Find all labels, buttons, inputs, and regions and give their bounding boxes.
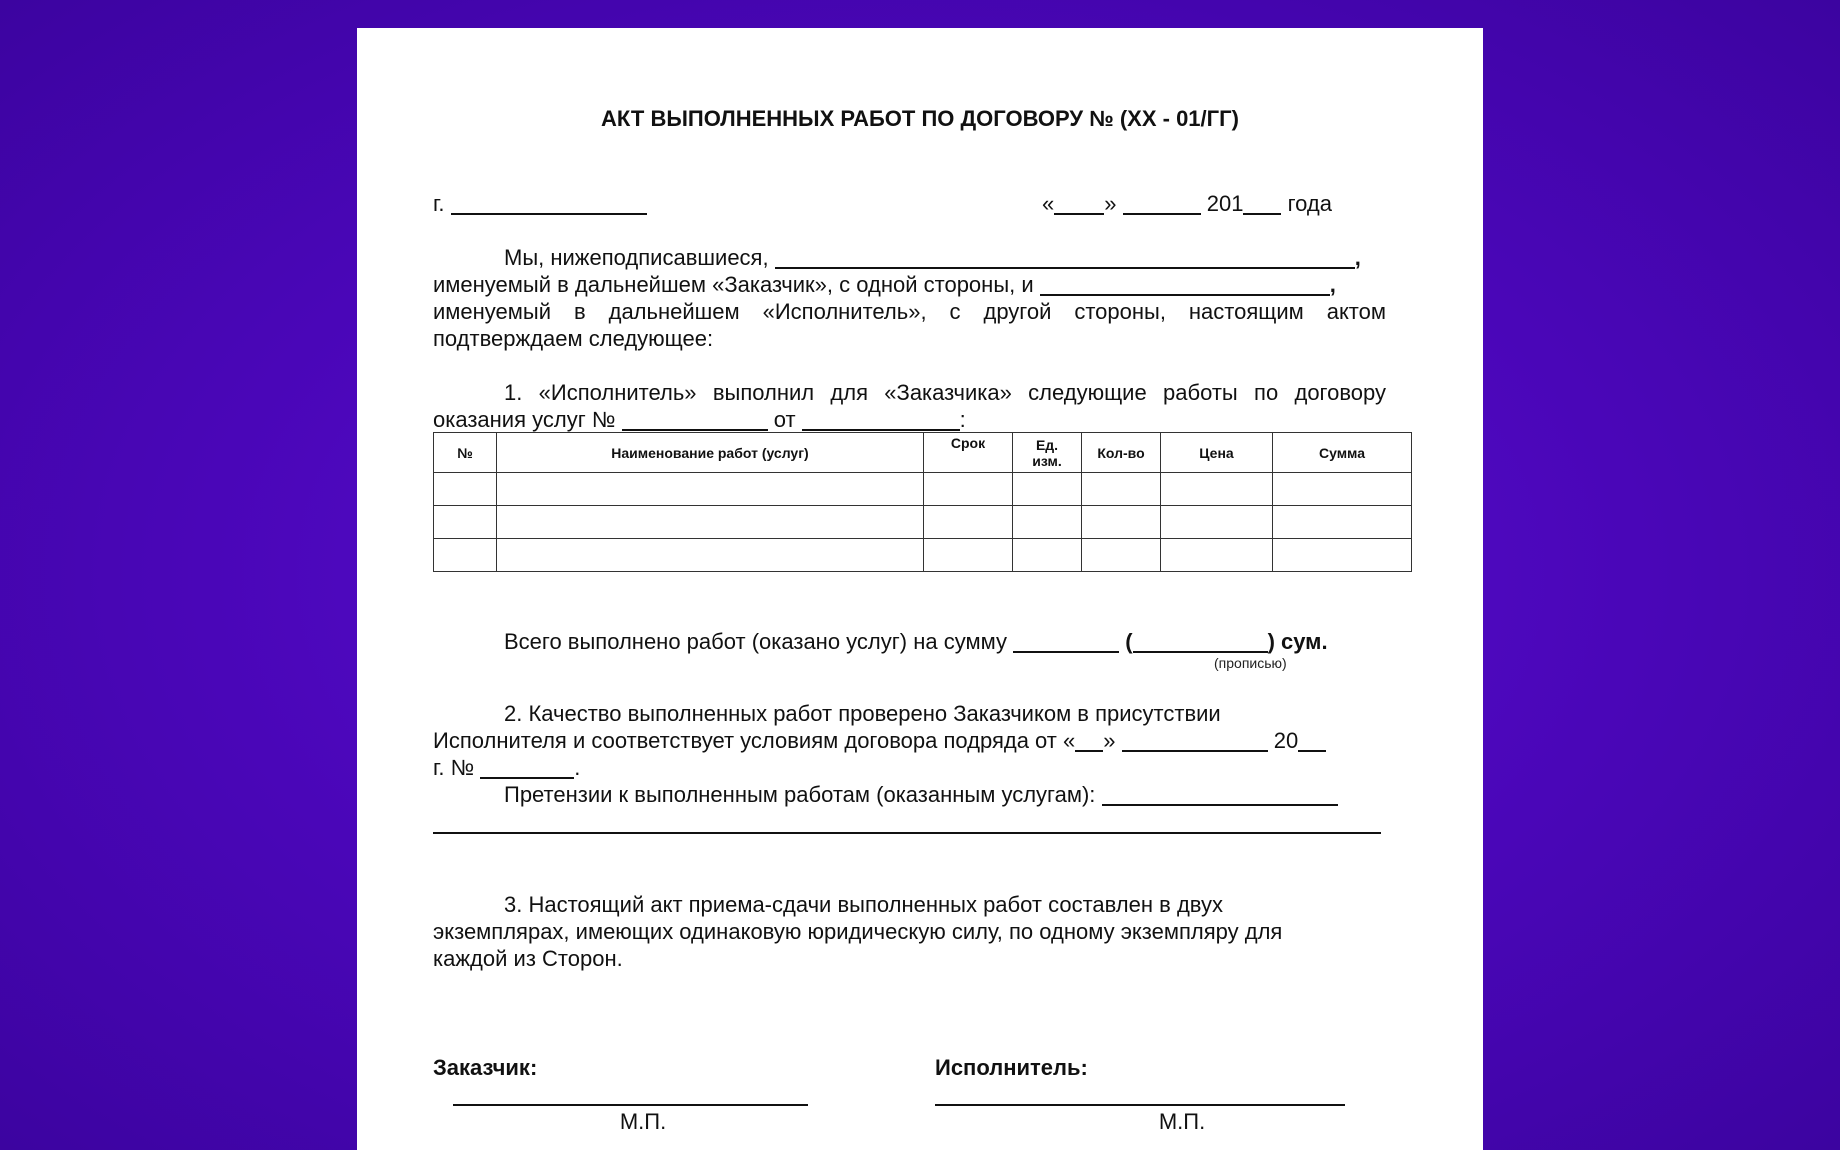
clause1-line-1: 1. «Исполнитель» выполнил для «Заказчика» следующие работы по договору — [504, 380, 1386, 405]
header-term: Срок — [924, 433, 1013, 473]
total-line — [504, 628, 1328, 655]
table-row — [434, 473, 1412, 506]
date-close-quote: » — [1104, 191, 1117, 216]
customer-signature-line[interactable] — [453, 1104, 808, 1106]
intro-line-2-text: именуемый в дальнейшем «Заказчик», с одной стороны, и — [433, 272, 1034, 297]
table-header-row — [434, 433, 1412, 473]
intro-line-1 — [504, 244, 1361, 271]
table-cell[interactable] — [1082, 473, 1161, 506]
table-cell[interactable] — [434, 539, 497, 572]
clause2-year-prefix: 20 — [1273, 728, 1299, 753]
in-words-hint: (прописью) — [1214, 655, 1287, 671]
table-cell[interactable] — [497, 539, 924, 572]
contract-number-blank[interactable] — [622, 407, 768, 431]
clause2-number-prefix: г. № — [433, 755, 475, 780]
clause2-line-1: 2. Качество выполненных работ проверено Заказчиком в присутствии — [504, 701, 1221, 726]
table-cell[interactable] — [924, 539, 1013, 572]
table-cell[interactable] — [1013, 539, 1082, 572]
table-cell[interactable] — [434, 506, 497, 539]
contract-day-blank[interactable] — [1075, 728, 1103, 752]
customer-label: Заказчик: — [433, 1055, 538, 1080]
contract-date-blank[interactable] — [802, 407, 960, 431]
contract-year-blank[interactable] — [1298, 728, 1326, 752]
table-cell[interactable] — [497, 473, 924, 506]
city-blank[interactable] — [451, 191, 647, 215]
intro-line-1-text: Мы, нижеподписавшиеся, — [504, 245, 769, 270]
table-cell[interactable] — [1161, 473, 1273, 506]
date-line — [1042, 190, 1332, 217]
intro-comma-1: , — [1354, 245, 1361, 270]
table-cell[interactable] — [1161, 506, 1273, 539]
header-number: № — [434, 433, 497, 473]
customer-stamp-label: М.П. — [619, 1109, 667, 1134]
clause1-contract-prefix: оказания услуг № — [433, 407, 616, 432]
date-open-quote: « — [1042, 191, 1055, 216]
table-cell[interactable] — [1082, 506, 1161, 539]
table-row — [434, 506, 1412, 539]
header-quantity: Кол-во — [1082, 433, 1161, 473]
works-table — [433, 432, 1412, 572]
contract-number-blank-2[interactable] — [480, 755, 574, 779]
table-cell[interactable] — [1273, 473, 1412, 506]
table-cell[interactable] — [1161, 539, 1273, 572]
clause2-line-3 — [433, 754, 580, 781]
day-blank[interactable] — [1054, 191, 1104, 215]
table-cell[interactable] — [1273, 506, 1412, 539]
city-line — [433, 190, 647, 217]
clause2-line-2 — [433, 727, 1326, 754]
intro-line-3: именуемый в дальнейшем «Исполнитель», с другой стороны, настоящим актом — [433, 299, 1386, 324]
intro-line-4: подтверждаем следующее: — [433, 326, 714, 351]
contractor-stamp-label: М.П. — [1158, 1109, 1206, 1134]
contract-month-blank[interactable] — [1122, 728, 1268, 752]
year-blank[interactable] — [1243, 191, 1281, 215]
year-suffix: года — [1287, 191, 1332, 216]
total-in-words-blank[interactable] — [1133, 629, 1268, 653]
contractor-name-blank[interactable] — [1040, 272, 1330, 296]
claims-text: Претензии к выполненным работам (оказанным услугам): — [504, 782, 1096, 807]
document-title: АКТ ВЫПОЛНЕННЫХ РАБОТ ПО ДОГОВОРУ № (ХХ - 01/ГГ) — [601, 106, 1239, 131]
month-blank[interactable] — [1123, 191, 1201, 215]
clause3-line-1: 3. Настоящий акт приема-сдачи выполненных работ составлен в двух — [504, 892, 1223, 917]
total-amount-blank[interactable] — [1013, 629, 1119, 653]
customer-name-blank[interactable] — [775, 245, 1355, 269]
clause1-line-2 — [433, 406, 966, 433]
contractor-signature-line[interactable] — [935, 1104, 1345, 1106]
table-cell[interactable] — [924, 506, 1013, 539]
year-prefix: 201 — [1206, 191, 1244, 216]
intro-comma-2: , — [1329, 272, 1336, 297]
header-work-name: Наименование работ (услуг) — [497, 433, 924, 473]
table-cell[interactable] — [1273, 539, 1412, 572]
table-cell[interactable] — [434, 473, 497, 506]
header-sum: Сумма — [1273, 433, 1412, 473]
contractor-label: Исполнитель: — [935, 1055, 1088, 1080]
total-open-paren: ( — [1125, 629, 1133, 654]
claims-line — [504, 781, 1338, 808]
clause2-line-2-text: Исполнителя и соответствует условиям договора подряда от « — [433, 728, 1076, 753]
header-unit: Ед. изм. — [1013, 433, 1082, 473]
table-cell[interactable] — [924, 473, 1013, 506]
header-price: Цена — [1161, 433, 1273, 473]
clause1-colon: : — [959, 407, 966, 432]
table-cell[interactable] — [1013, 506, 1082, 539]
clause1-from: от — [773, 407, 796, 432]
total-currency: ) сум. — [1267, 629, 1328, 654]
claims-blank-line[interactable] — [433, 832, 1381, 834]
table-cell[interactable] — [1013, 473, 1082, 506]
city-prefix: г. — [433, 191, 445, 216]
table-cell[interactable] — [497, 506, 924, 539]
document-page — [357, 28, 1483, 1150]
clause2-period: . — [574, 755, 581, 780]
clause2-quote-close: » — [1103, 728, 1116, 753]
clause3-line-3: каждой из Сторон. — [433, 946, 623, 971]
total-text: Всего выполнено работ (оказано услуг) на сумму — [504, 629, 1007, 654]
intro-line-2 — [433, 271, 1336, 298]
table-row — [434, 539, 1412, 572]
clause3-line-2: экземплярах, имеющих одинаковую юридическую силу, по одному экземпляру для — [433, 919, 1283, 944]
claims-blank[interactable] — [1102, 782, 1338, 806]
table-cell[interactable] — [1082, 539, 1161, 572]
